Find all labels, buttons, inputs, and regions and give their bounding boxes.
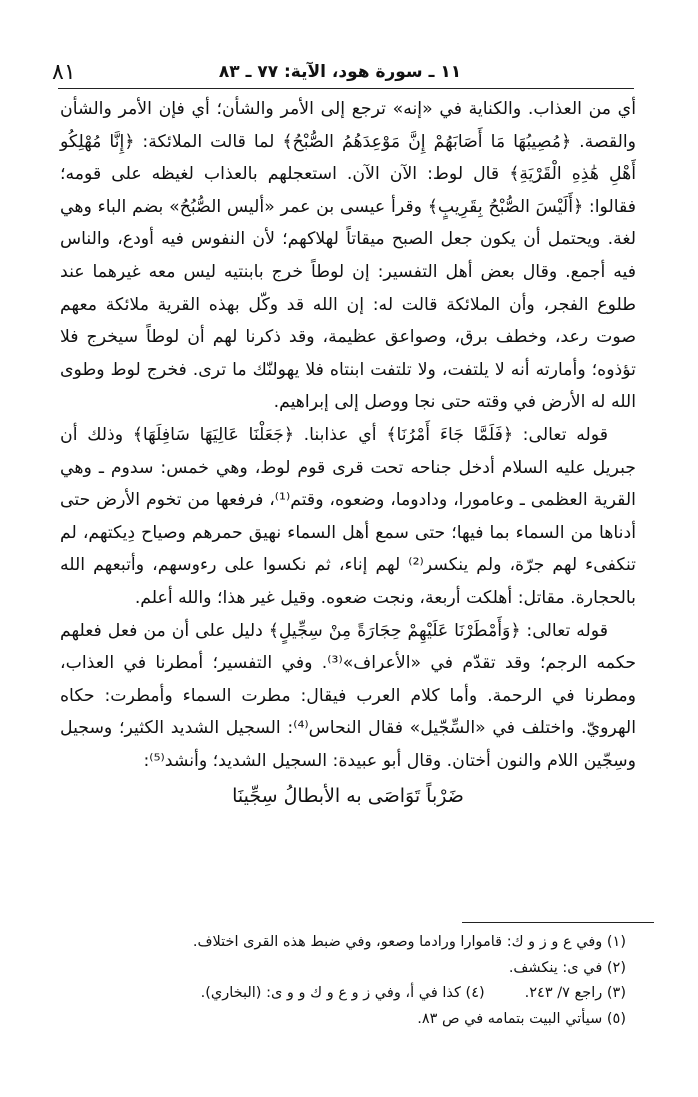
text-line: قوله تعالى: ﴿وَأَمْطَرْنَا عَلَيْهِمْ حِجَارَةً مِنْ سِجِّيلٍ﴾ دليل على أن من فعل فعلهم <box>60 620 608 641</box>
text-line: أختان. وقال أبو عبيدة: السجيل الشديد؛ وأنشد⁽⁵⁾: <box>143 750 491 771</box>
footnote-1: (١) وفي ع و ز و ك: قاموارا ورادما وصعو، وفي ضبط هذه القرى اختلاف. <box>192 934 626 950</box>
paragraph-3 <box>60 615 636 778</box>
text-line: ويحتمل أن يكون جعل الصبح ميقاتاً لهلاكهم؛ لأن النفوس فيه أودع، والناس فيه <box>60 229 636 282</box>
page-number: ٨١ <box>52 60 76 85</box>
text-line: والقصة. ﴿مُصِيبُهَا مَا أَصَابَهُمْ إِنَّ مَوْعِدَهُمُ الصُّبْحُ﴾ لما قالت الملائكة: ﴿إِنَّا مُهْلِكُو أَهْلِ <box>60 131 637 185</box>
paragraph-1 <box>60 93 636 419</box>
text-line: حكمه الرجم؛ وقد تقدّم في «الأعراف»⁽³⁾. وفي التفسير؛ أمطرنا في العذاب، ومطرنا <box>60 653 637 706</box>
text-line: قوله تعالى: ﴿فَلَمَّا جَاءَ أَمْرُنَا﴾ أي عذابنا. ﴿جَعَلْنَا عَالِيَهَا سَافِلَهَا﴾ وذلك أن <box>60 424 608 445</box>
text-line: وخطف برق، وصواعق عظيمة، وقد ذكرنا لهم أن لوطاً سيخرج فلا تؤذوه؛ وأمارته أنه <box>60 327 636 380</box>
text-line: وقته حتى نجا ووصل إلى إبراهيم. <box>273 392 508 413</box>
text-line: هَٰذِهِ الْقَرْيَةِ﴾ قال لوط: الآن الآن. استعجلهم بالعذاب لغيظه على قومه؛ فقالوا: <box>60 164 636 217</box>
footnote-4: (٤) كذا في أ، وفي ز و ع و ك و و ى: (البخاري). <box>200 985 485 1001</box>
footnote-2: (٢) في ى: ينكشف. <box>508 959 626 976</box>
text-line: أدناها من السماء بما فيها؛ حتى سمع أهل السماء نهيق حمرهم وصياح دِيكتهم، لم <box>60 522 636 543</box>
poetry-verse: ضَرْباً تَوَاصَى به الأبطالُ سِجِّينَا <box>232 785 464 808</box>
paragraph-2 <box>60 419 636 615</box>
text-line: في الرحمة. وأما كلام العرب فيقال: مطرت السماء وأمطرت: حكاه الهرويّ. واختلف <box>60 685 636 739</box>
text-line: القرية العظمى ـ وعامورا، ودادوما، وضعوه، وقتم⁽¹⁾، فرفعها من تخوم الأرض حتى <box>60 490 636 511</box>
text-line: أي من العذاب. والكناية في «إنه» ترجع إلى الأمر والشأن؛ أي فإن الأمر والشأن <box>60 99 636 119</box>
header-rule <box>58 88 634 89</box>
text-line: أجمع. وقال بعض أهل التفسير: إن لوطاً خرج بابنتيه ليس معه غيرهما عند طلوع <box>60 261 636 315</box>
main-text <box>60 93 636 813</box>
text-line: في «السِّجّيل» فقال النحاس⁽⁴⁾: السجيل الشديد الكثير؛ وسجيل وسِجّين اللام والنون <box>60 718 636 771</box>
text-line: بالحجارة. مقاتل: أهلكت أربعة، ونجت ضعوه. وقيل غير هذا؛ والله أعلم. <box>134 587 636 608</box>
running-title: ١١ ـ سورة هود، الآية: ٧٧ ـ ٨٣ <box>218 62 462 82</box>
footnote-row <box>60 981 626 1007</box>
text-line: تنكفىء لهم جرّة، ولم ينكسر⁽²⁾ لهم إناء، ثم نكسوا على رءوسهم، وأتبعهم الله <box>60 555 636 576</box>
text-line: لا يلتفت، ولا تلتفت ابنتاه فلا يهولنّك ما ترى. فخرج لوط وطوى الله له الأرض في <box>60 359 636 413</box>
footnote-5: (٥) سيأتي البيت بتمامه في ص ٨٣. <box>417 1010 626 1027</box>
footnotes <box>60 930 626 1032</box>
footnote-3: (٣) راجع ٧/ ٢٤٣. <box>524 985 626 1001</box>
text-line: الفجر، وأن الملائكة قالت له: إن الله قد وكّل بهذه القرية ملائكة معهم صوت رعد، <box>60 294 636 348</box>
text-line: ﴿أَلَيْسَ الصُّبْحُ بِقَرِيبٍ﴾ وقرأ عيسى بن عمر «أليس الصُّبُحُ» بضم الباء وهي لغة. <box>60 196 637 250</box>
text-line: جبريل عليه السلام أدخل جناحه تحت قرى قوم لوط، وهي خمس: سدوم ـ وهي <box>60 457 636 478</box>
footnote-rule <box>462 922 654 923</box>
